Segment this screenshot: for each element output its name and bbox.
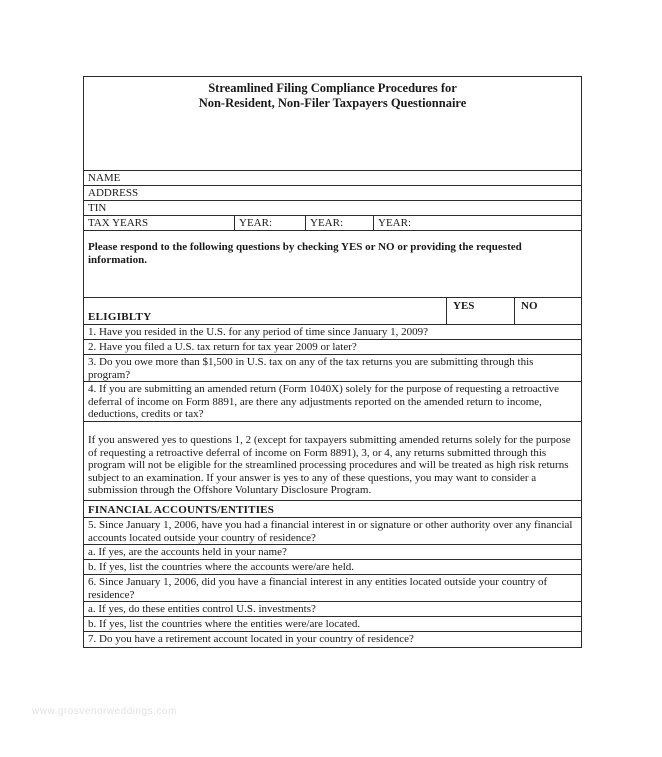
question-4[interactable]: 4. If you are submitting an amended return (Form 1040X) solely for the purpose of requesting a retroactive deferral of income on Form 8891, are there any adjustments reported on the amended return to income, deductions, credits or tax? <box>84 382 581 422</box>
year-field-1[interactable]: YEAR: <box>235 216 306 230</box>
name-label: NAME <box>88 172 121 184</box>
yes-column-header: YES <box>446 298 514 324</box>
address-field[interactable] <box>84 186 581 201</box>
address-label: ADDRESS <box>88 187 139 199</box>
title-line-2: Non-Resident, Non-Filer Taxpayers Questionnaire <box>198 96 467 110</box>
question-6[interactable]: 6. Since January 1, 2006, did you have a financial interest in any entities located outside your country of residence? <box>84 575 581 602</box>
instructions: Please respond to the following questions by checking YES or NO or providing the requested information. <box>84 231 581 298</box>
question-7[interactable]: 7. Do you have a retirement account located in your country of residence? <box>88 633 414 645</box>
title-block <box>84 77 581 171</box>
question-5b[interactable]: b. If yes, list the countries where the accounts were/are held. <box>84 560 581 575</box>
watermark: www.grosvenorweddings.com <box>32 706 177 717</box>
question-6a[interactable]: a. If yes, do these entities control U.S. investments? <box>84 602 581 617</box>
questionnaire-form <box>83 76 582 648</box>
eligibility-heading: ELIGIBLTY <box>88 310 152 323</box>
question-6b[interactable]: b. If yes, list the countries where the entities were/are located. <box>84 617 581 632</box>
eligibility-header <box>84 298 581 325</box>
question-5[interactable]: 5. Since January 1, 2006, have you had a financial interest in or signature or other authority over any financial accounts located outside your country of residence? <box>84 518 581 545</box>
tin-field[interactable] <box>84 201 581 216</box>
title-line-1: Streamlined Filing Compliance Procedures for <box>208 81 457 95</box>
eligibility-heading-cell <box>84 298 446 324</box>
question-1[interactable]: 1. Have you resided in the U.S. for any period of time since January 1, 2009? <box>84 325 581 340</box>
tin-label: TIN <box>88 202 107 214</box>
question-5a[interactable]: a. If yes, are the accounts held in your name? <box>84 545 581 560</box>
question-2[interactable]: 2. Have you filed a U.S. tax return for tax year 2009 or later? <box>84 340 581 355</box>
financial-heading: FINANCIAL ACCOUNTS/ENTITIES <box>84 501 581 518</box>
year-field-3[interactable]: YEAR: <box>378 217 411 229</box>
year-field-2[interactable]: YEAR: <box>306 216 374 230</box>
no-column-header: NO <box>514 298 581 324</box>
question-3[interactable]: 3. Do you owe more than $1,500 in U.S. tax on any of the tax returns you are submitting through this program? <box>84 355 581 382</box>
eligibility-note: If you answered yes to questions 1, 2 (except for taxpayers submitting amended returns solely for the purpose of requesting a retroactive deferral of income on Form 8891), 3, or 4, any returns submitted through this program will not be eligible for the streamlined processing procedures and will be treated as high risk returns subject to an examination. If your answer is yes to any of these questions, you may want to consider a submission through the Offshore Voluntary Disclosure Program. <box>84 422 581 501</box>
tax-years-row <box>84 216 581 231</box>
tax-years-label: TAX YEARS <box>84 216 235 230</box>
name-field[interactable] <box>84 171 581 186</box>
